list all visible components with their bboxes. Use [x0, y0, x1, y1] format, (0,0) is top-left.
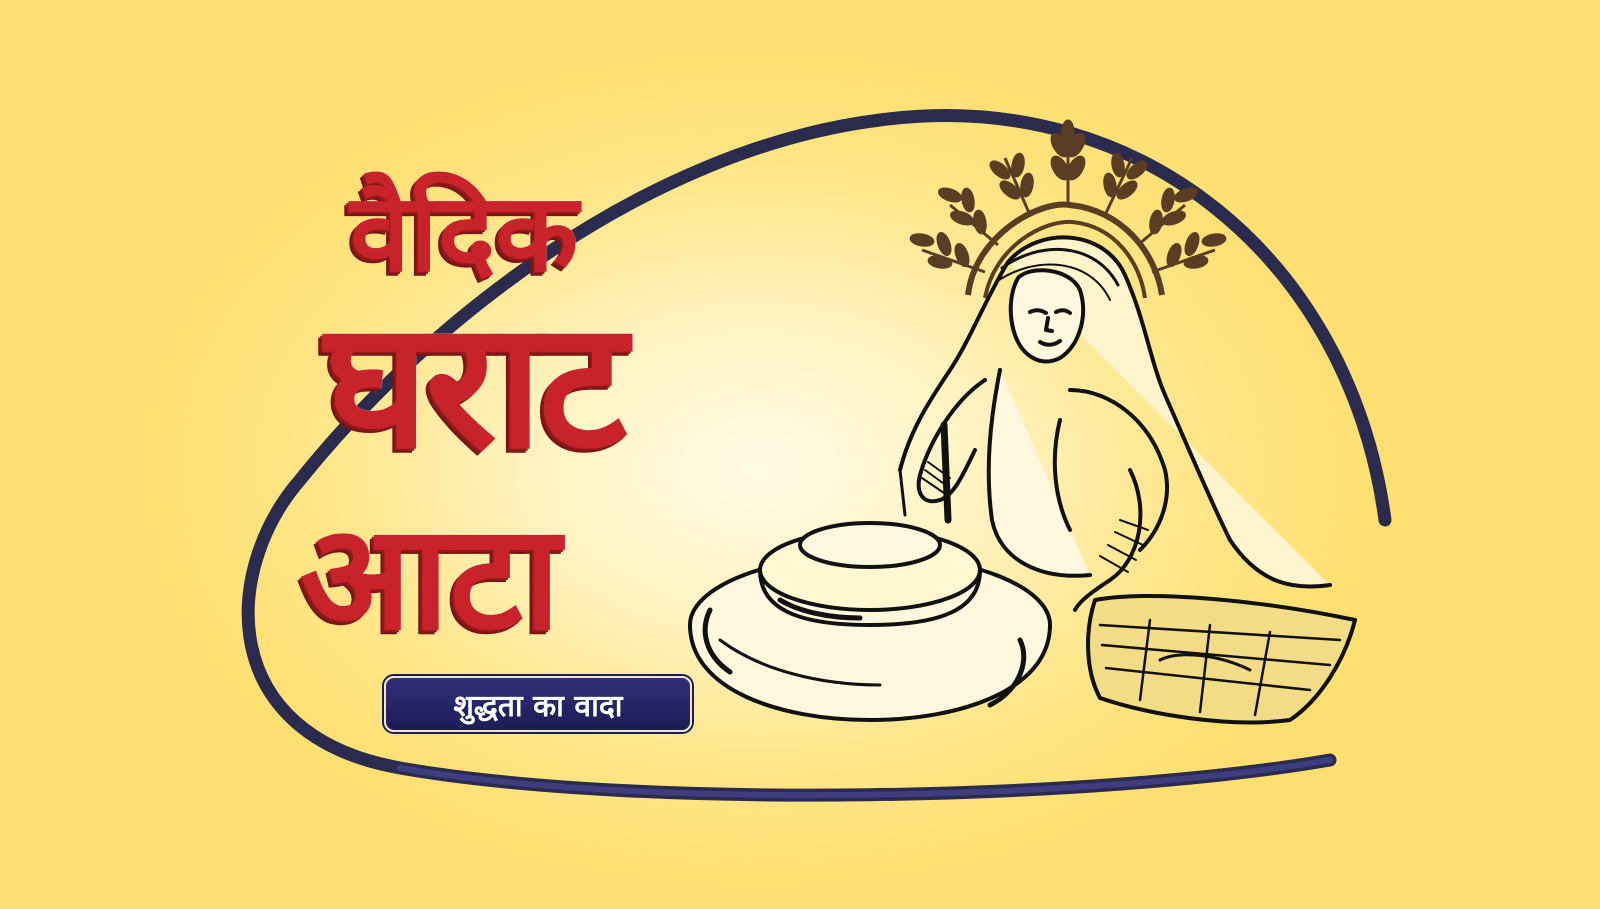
brand-word-gharat: घराट — [325, 283, 624, 488]
tagline-badge — [384, 676, 692, 732]
woman-grinding-flour-on-stone-chakki-icon — [690, 237, 1355, 722]
tagline-text: शुद्धता का वादा — [453, 688, 623, 724]
brand-word-aata: आटा — [300, 493, 561, 663]
brand-word-vedic: वैदिक — [350, 171, 579, 296]
